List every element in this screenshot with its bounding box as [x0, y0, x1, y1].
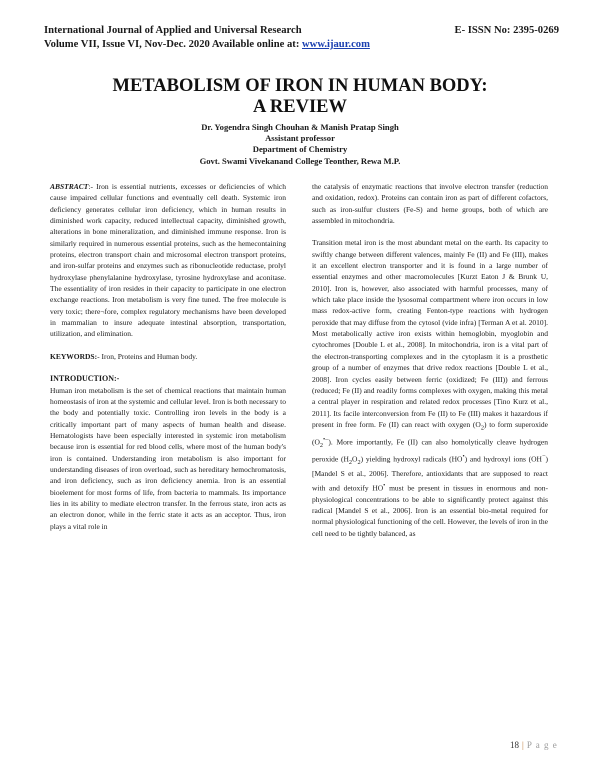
- journal-header: [44, 24, 559, 52]
- page-number: 18: [510, 740, 519, 750]
- right-paragraph-1: the catalysis of enzymatic reactions that involve electron transfer (reduction and oxidation, redox). Proteins can contain iron as part of different cofactors, such as iron-sulfur clusters (Fe-S) and heme groups, both of which are assembled in mitochondria.: [312, 182, 548, 226]
- abstract-text: :- Iron is essential nutrients, excesses or deficiencies of which cause impaired cellular functions and eventually cell death. Systemic iron deficiency generates cellular iron deficiency, which in human results in diminished work capacity, reduced intellectual capacity, diminished growth, alterations in bone mineralization, and diminished immune response. Iron is similarly required in numerous essential proteins, such as the hemecontaining proteins, electron transport chain and microsomal electron transport proteins, and iron-sulfar proteins and enzymes such as ribonucleotide reductase, prolyl hydroxylase phenylalanine hydroxylase, tyrosine hydroxylase and aconitase. The essentiality of iron resides in their capacity to participate in one electron exchange reactions. Iron metabolism is very fine tuned. The free molecule is very toxic; there¬fore, complex regulatory mechanisms have been developed in mammalian to insure adequate intestinal absorption, transportation, utilization, and elimination.: [50, 182, 286, 339]
- journal-header-row-1: [44, 24, 559, 38]
- para2-segment-d: O: [352, 454, 358, 464]
- journal-website-link[interactable]: www.ijaur.com: [302, 39, 370, 50]
- keywords-paragraph: [50, 351, 286, 362]
- issue-info: Volume VII, Issue VI, Nov-Dec. 2020 Available online at:: [44, 39, 300, 50]
- title-line-1: METABOLISM OF IRON IN HUMAN BODY:: [112, 76, 488, 96]
- subscript-2: 2: [319, 441, 324, 449]
- superscript-radical: •: [462, 453, 465, 461]
- right-paragraph-2: [312, 237, 548, 539]
- right-column: [312, 181, 548, 539]
- keywords-text: - Iron, Proteins and Human body.: [97, 351, 198, 361]
- eissn-number: E- ISSN No: 2395-0269: [454, 25, 559, 36]
- page-word: P a g e: [526, 740, 558, 750]
- title-line-2: A REVIEW: [252, 97, 348, 117]
- journal-name: International Journal of Applied and Universal Research: [44, 25, 302, 36]
- para2-segment-g: ) [Mandel S et al., 2006]. Therefore, antioxidants that are supposed to react with and detoxify HO: [312, 454, 548, 493]
- spacer: [312, 226, 548, 237]
- spacer: [50, 340, 286, 351]
- author-college: Govt. Swami Vivekanand College Teonther, Rewa M.P.: [199, 155, 401, 166]
- spacer: [50, 362, 286, 373]
- introduction-paragraph: Human iron metabolism is the set of chemical reactions that maintain human homeostasis of iron at the systemic and cellular level. Iron is both necessary to the body and potentially toxic. Controlling iron levels in the body is a critically important part of many aspects of human health and disease. Hematologists have been especially interested in systemic iron metabolism because iron is essential for red blood cells, where most of the human body's iron is contained. Understanding iron metabolism is also important for understanding diseases of iron overload, such as hereditary hemochromatosis, and iron deficiency, such as iron deficiency anemia. Iron is an essential bioelement for most forms of life, from bacteria to mammals. Its importance lies in its ability to mediate electron transfer. In the ferrous state, iron acts as an electron donor, while in the ferric state it acts as an acceptor. Thus, iron plays a vital role in: [50, 385, 286, 531]
- introduction-heading: INTRODUCTION:-: [50, 374, 120, 384]
- para2-segment-a: Transition metal iron is the most abundant metal on the earth. Its capacity to swiftly change between different valences, mainly Fe (II) and Fe (III), makes it an excellent electron transporter and it is found in a large number of essential enzymes and other macromolecules [Kurzt Eaton J & Brunk U, 2010]. Iron is, however, also associated with harmful processes, many of which take place inside the lysosomal compartment where iron occurs in low mass redox-active form, creating Fenton-type reactions with hydrogen peroxide that may diffuse from the cytosol (vide infra) [Terman A et al. 2010]. Most metabolically active iron exists within hemoglobin, myoglobin and cytochromes [Double L et al., 2008]. In mitochondria, iron is a vital part of the electron-transporting complexes and in the cytoplasm it is a prosthetic group of a number of enzymes that drive redox reactions [Double L et al., 2008]. Iron cycles easily between ferric (oxidized; Fe (III)) and ferrous (reduced; Fe (II) and readily forms complexes with oxygen, making this metal a central player in respiration and related redox processes [Tino Kurz et al., 2011]. Its facile interconversion from Fe (II) to Fe (III) makes it hazardous if present in free form. Fe (II) can react with oxygen (O: [312, 238, 548, 429]
- page-separator: |: [522, 740, 524, 750]
- superscript-minus: −: [541, 453, 546, 461]
- left-column: [50, 181, 286, 532]
- para2-segment-f: ) and hydroxyl ions (OH: [464, 454, 542, 464]
- abstract-label: ABSTRACT: [50, 182, 89, 191]
- superscript-radical: •: [383, 481, 386, 489]
- para2-segment-c: ). More importantly, Fe (II) can also homolytically cleave hydrogen peroxide (H: [312, 437, 548, 464]
- para2-segment-h: must be present in tissues in enormous and non-physiological concentrations to be able to significantly protect against this radical [Mandel S et al., 2006]. Iron is an essential bio-metal required for normal physiological functioning of the cell. However, the levels of iron in the cell need to be tightly balanced, as: [312, 483, 548, 538]
- author-block: [40, 122, 560, 167]
- superscript-radical-anion: •–: [323, 435, 329, 443]
- subscript-2: 2: [348, 459, 353, 467]
- author-department: Department of Chemistry: [252, 144, 348, 155]
- page-footer: [510, 740, 558, 750]
- subscript-2: 2: [357, 459, 361, 467]
- author-position: Assistant professor: [265, 133, 335, 144]
- abstract-paragraph: [50, 181, 286, 340]
- journal-header-row-2: [44, 38, 559, 52]
- author-names: Dr. Yogendra Singh Chouhan & Manish Pratap Singh: [201, 122, 399, 132]
- para2-segment-e: ) yielding hydroxyl radicals (HO: [360, 454, 463, 464]
- paper-title: [40, 76, 560, 118]
- keywords-label: KEYWORDS:: [50, 351, 98, 361]
- para2-segment-b: ) to form superoxide (O: [312, 419, 548, 447]
- subscript-2: 2: [480, 424, 484, 432]
